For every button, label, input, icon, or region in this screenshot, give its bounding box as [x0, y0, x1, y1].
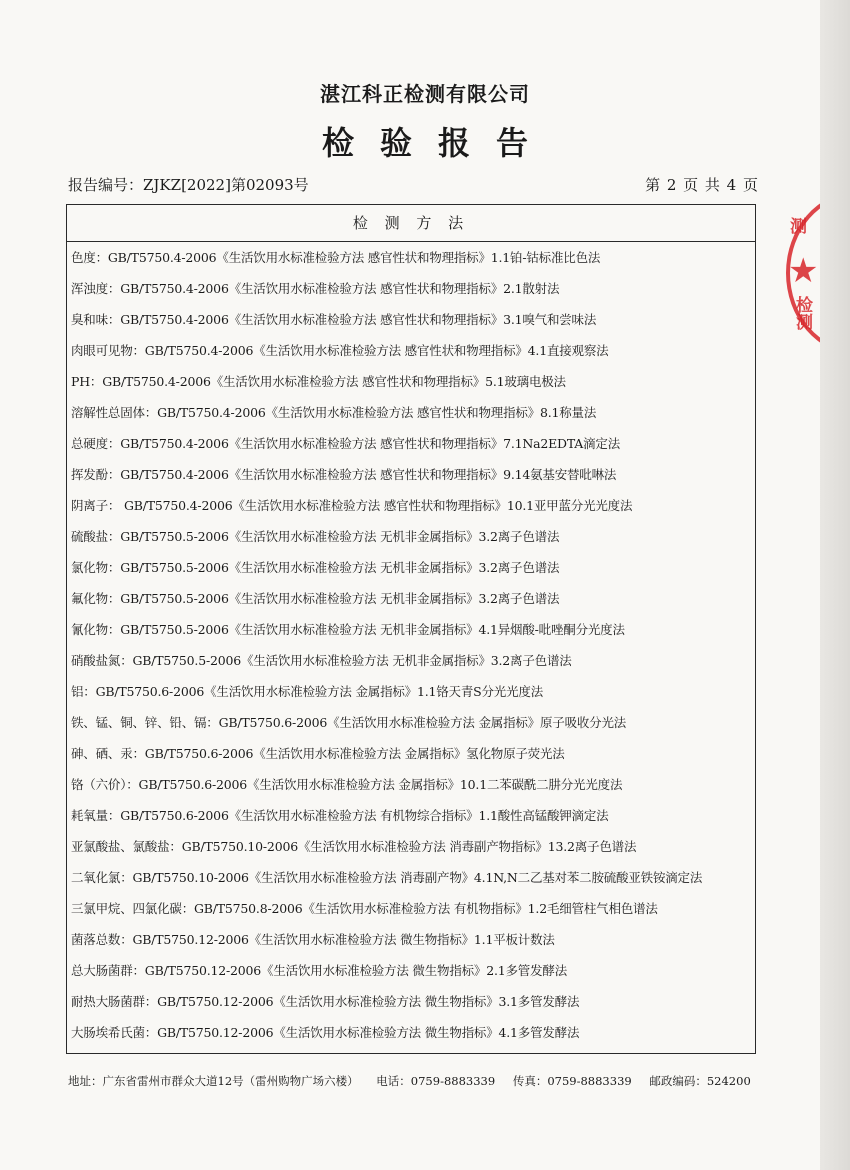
document-title: 检验报告	[321, 124, 554, 162]
methods-table	[66, 204, 756, 1054]
report-meta	[68, 174, 758, 194]
method-row: 硝酸盐氮：GB/T5750.5-2006《生活饮用水标准检验方法 无机非金属指标》3.2离子色谱法	[71, 653, 572, 668]
footer-phone: 电话：0759-8883339	[376, 1074, 496, 1088]
company-seal	[786, 192, 820, 354]
seal-text-bottom: 检测	[792, 296, 812, 330]
method-row: 铝：GB/T5750.6-2006《生活饮用水标准检验方法 金属指标》1.1铬天青S分光光度法	[71, 684, 544, 699]
method-row: 总大肠菌群：GB/T5750.12-2006《生活饮用水标准检验方法 微生物指标》2.1多管发酵法	[71, 963, 567, 978]
method-row: 氟化物：GB/T5750.5-2006《生活饮用水标准检验方法 无机非金属指标》3.2离子色谱法	[71, 591, 560, 606]
method-row: 菌落总数：GB/T5750.12-2006《生活饮用水标准检验方法 微生物指标》1.1平板计数法	[71, 932, 555, 947]
method-row: 肉眼可见物：GB/T5750.4-2006《生活饮用水标准检验方法 感官性状和物理指标》4.1直接观察法	[71, 343, 609, 358]
method-row: 总硬度：GB/T5750.4-2006《生活饮用水标准检验方法 感官性状和物理指标》7.1Na2EDTA滴定法	[71, 436, 621, 451]
method-row: 硫酸盐：GB/T5750.5-2006《生活饮用水标准检验方法 无机非金属指标》3.2离子色谱法	[71, 529, 560, 544]
method-row: 氯化物：GB/T5750.5-2006《生活饮用水标准检验方法 无机非金属指标》3.2离子色谱法	[71, 560, 560, 575]
method-row: 耐热大肠菌群：GB/T5750.12-2006《生活饮用水标准检验方法 微生物指标》3.1多管发酵法	[71, 994, 580, 1009]
seal-text-top: 测	[790, 217, 807, 237]
method-row: 砷、硒、汞：GB/T5750.6-2006《生活饮用水标准检验方法 金属指标》氢化物原子荧光法	[71, 746, 565, 761]
method-row: PH：GB/T5750.4-2006《生活饮用水标准检验方法 感官性状和物理指标》5.1玻璃电极法	[71, 374, 566, 389]
footer-fax: 传真：0759-8883339	[512, 1074, 632, 1088]
method-row: 氰化物：GB/T5750.5-2006《生活饮用水标准检验方法 无机非金属指标》4.1异烟酸-吡唑酮分光度法	[71, 622, 625, 637]
method-row: 阴离子： GB/T5750.4-2006《生活饮用水标准检验方法 感官性状和物理指标》10.1亚甲蓝分光光度法	[71, 498, 633, 513]
footer-postcode: 邮政编码：524200	[649, 1074, 751, 1088]
scan-edge	[820, 0, 850, 1170]
method-row: 耗氧量：GB/T5750.6-2006《生活饮用水标准检验方法 有机物综合指标》1.1酸性高锰酸钾滴定法	[71, 808, 609, 823]
method-row: 色度：GB/T5750.4-2006《生活饮用水标准检验方法 感官性状和物理指标》1.1铂-钴标准比色法	[71, 250, 601, 265]
method-row: 亚氯酸盐、氯酸盐：GB/T5750.10-2006《生活饮用水标准检验方法 消毒副产物指标》13.2离子色谱法	[71, 839, 637, 854]
method-row: 铬（六价）：GB/T5750.6-2006《生活饮用水标准检验方法 金属指标》10.1二苯碳酰二肼分光光度法	[71, 777, 623, 792]
footer-address: 地址：广东省雷州市群众大道12号（雷州购物广场六楼）	[68, 1074, 359, 1088]
table-heading: 检 测 方 法	[67, 205, 755, 242]
method-row: 浑浊度：GB/T5750.4-2006《生活饮用水标准检验方法 感官性状和物理指标》2.1散射法	[71, 281, 560, 296]
method-row: 二氧化氯：GB/T5750.10-2006《生活饮用水标准检验方法 消毒副产物》4.1N,N二乙基对苯二胺硫酸亚铁铵滴定法	[71, 870, 703, 885]
method-row: 大肠埃希氏菌：GB/T5750.12-2006《生活饮用水标准检验方法 微生物指标》4.1多管发酵法	[71, 1025, 580, 1040]
method-row: 臭和味：GB/T5750.4-2006《生活饮用水标准检验方法 感官性状和物理指标》3.1嗅气和尝味法	[71, 312, 597, 327]
method-row: 挥发酚：GB/T5750.4-2006《生活饮用水标准检验方法 感官性状和物理指标》9.14氨基安替吡啉法	[71, 467, 617, 482]
report-number: 报告编号：ZJKZ[2022]第02093号	[68, 176, 309, 194]
footer-contact	[68, 1073, 768, 1089]
page-indicator: 第 2 页 共 4 页	[645, 176, 758, 194]
company-name: 湛江科正检测有限公司	[320, 82, 530, 106]
method-row: 三氯甲烷、四氯化碳：GB/T5750.8-2006《生活饮用水标准检验方法 有机物指标》1.2毛细管柱气相色谱法	[71, 901, 658, 916]
method-row: 溶解性总固体：GB/T5750.4-2006《生活饮用水标准检验方法 感官性状和物理指标》8.1称量法	[71, 405, 597, 420]
methods-list	[67, 242, 755, 1048]
star-icon: ★	[788, 251, 819, 291]
method-row: 铁、锰、铜、锌、铅、镉：GB/T5750.6-2006《生活饮用水标准检验方法 金属指标》原子吸收分光法	[71, 715, 627, 730]
